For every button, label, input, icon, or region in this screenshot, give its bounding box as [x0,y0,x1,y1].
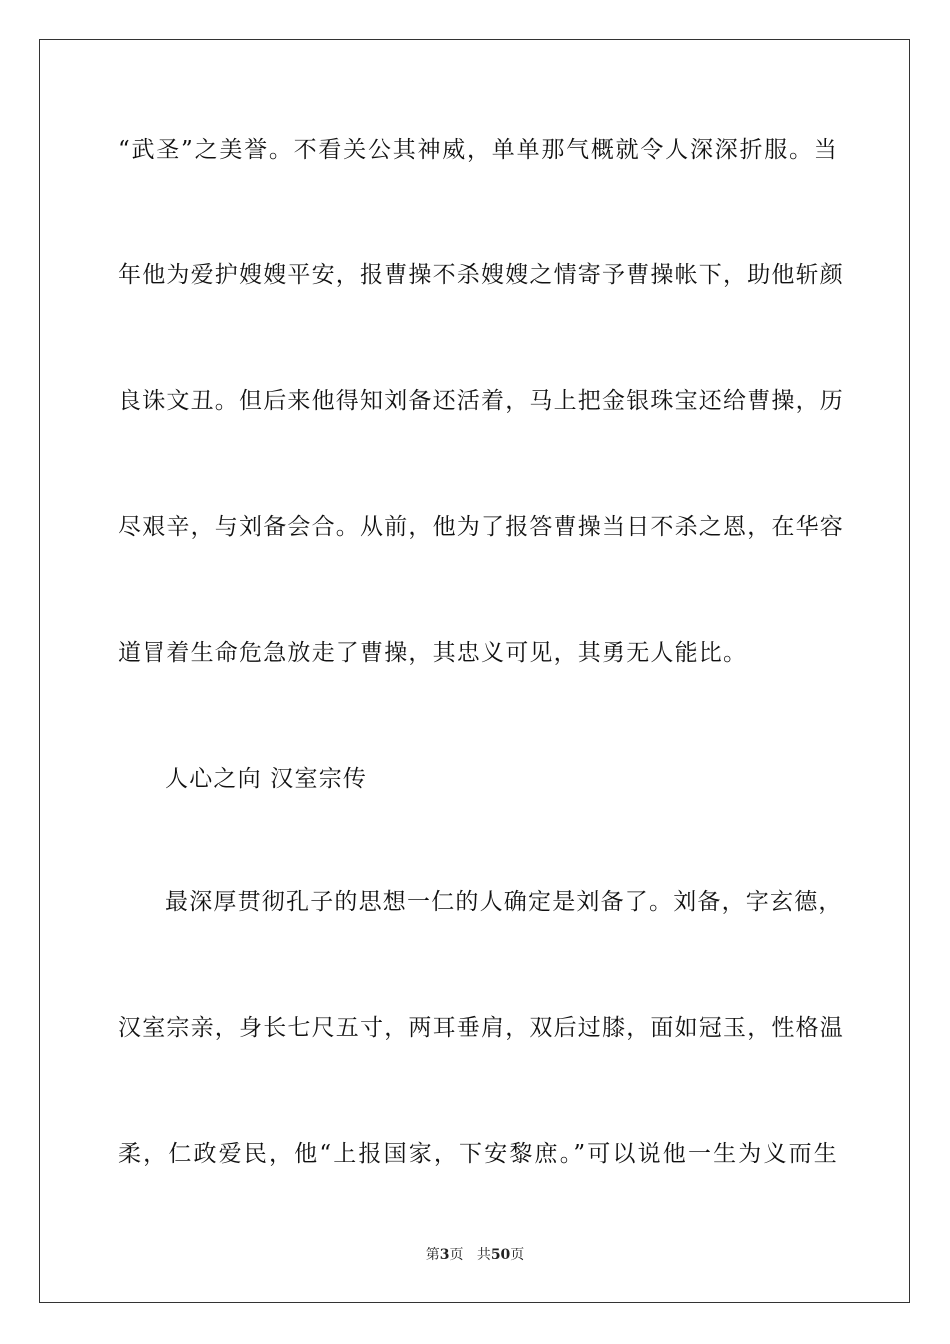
total-suffix: 页 [510,1247,525,1263]
page-suffix: 页 [449,1247,464,1263]
paragraph-line-5: 道冒着生命危急放走了曹操，其忠义可见，其勇无人能比。 [118,640,748,666]
paragraph-line-1: “武圣”之美誉。不看关公其神威，单单那气概就令人深深折服。当 [118,137,838,163]
page-number: 3 [439,1247,450,1263]
page-border [39,39,910,1303]
paragraph-line-3: 良诛文丑。但后来他得知刘备还活着，马上把金银珠宝还给曹操，历 [118,388,844,414]
paragraph-line-4: 尽艰辛，与刘备会合。从前，他为了报答曹操当日不杀之恩，在华容 [118,514,844,540]
page-footer [0,1246,950,1264]
paragraph-line-2: 年他为爱护嫂嫂平安，报曹操不杀嫂嫂之情寄予曹操帐下，助他斩颜 [118,262,844,288]
paragraph-line-6: 最深厚贯彻孔子的思想一仁的人确定是刘备了。刘备，字玄德， [165,889,843,915]
page-prefix: 第 [425,1247,440,1263]
paragraph-line-7: 汉室宗亲，身长七尺五寸，两耳垂肩，双后过膝，面如冠玉，性格温 [118,1015,844,1041]
section-heading: 人心之向 汉室宗传 [165,766,368,792]
paragraph-line-8: 柔，仁政爱民，他“上报国家，下安黎庶。”可以说他一生为义而生 [118,1141,838,1167]
total-pages: 50 [490,1247,511,1263]
total-prefix: 共 [476,1247,491,1263]
